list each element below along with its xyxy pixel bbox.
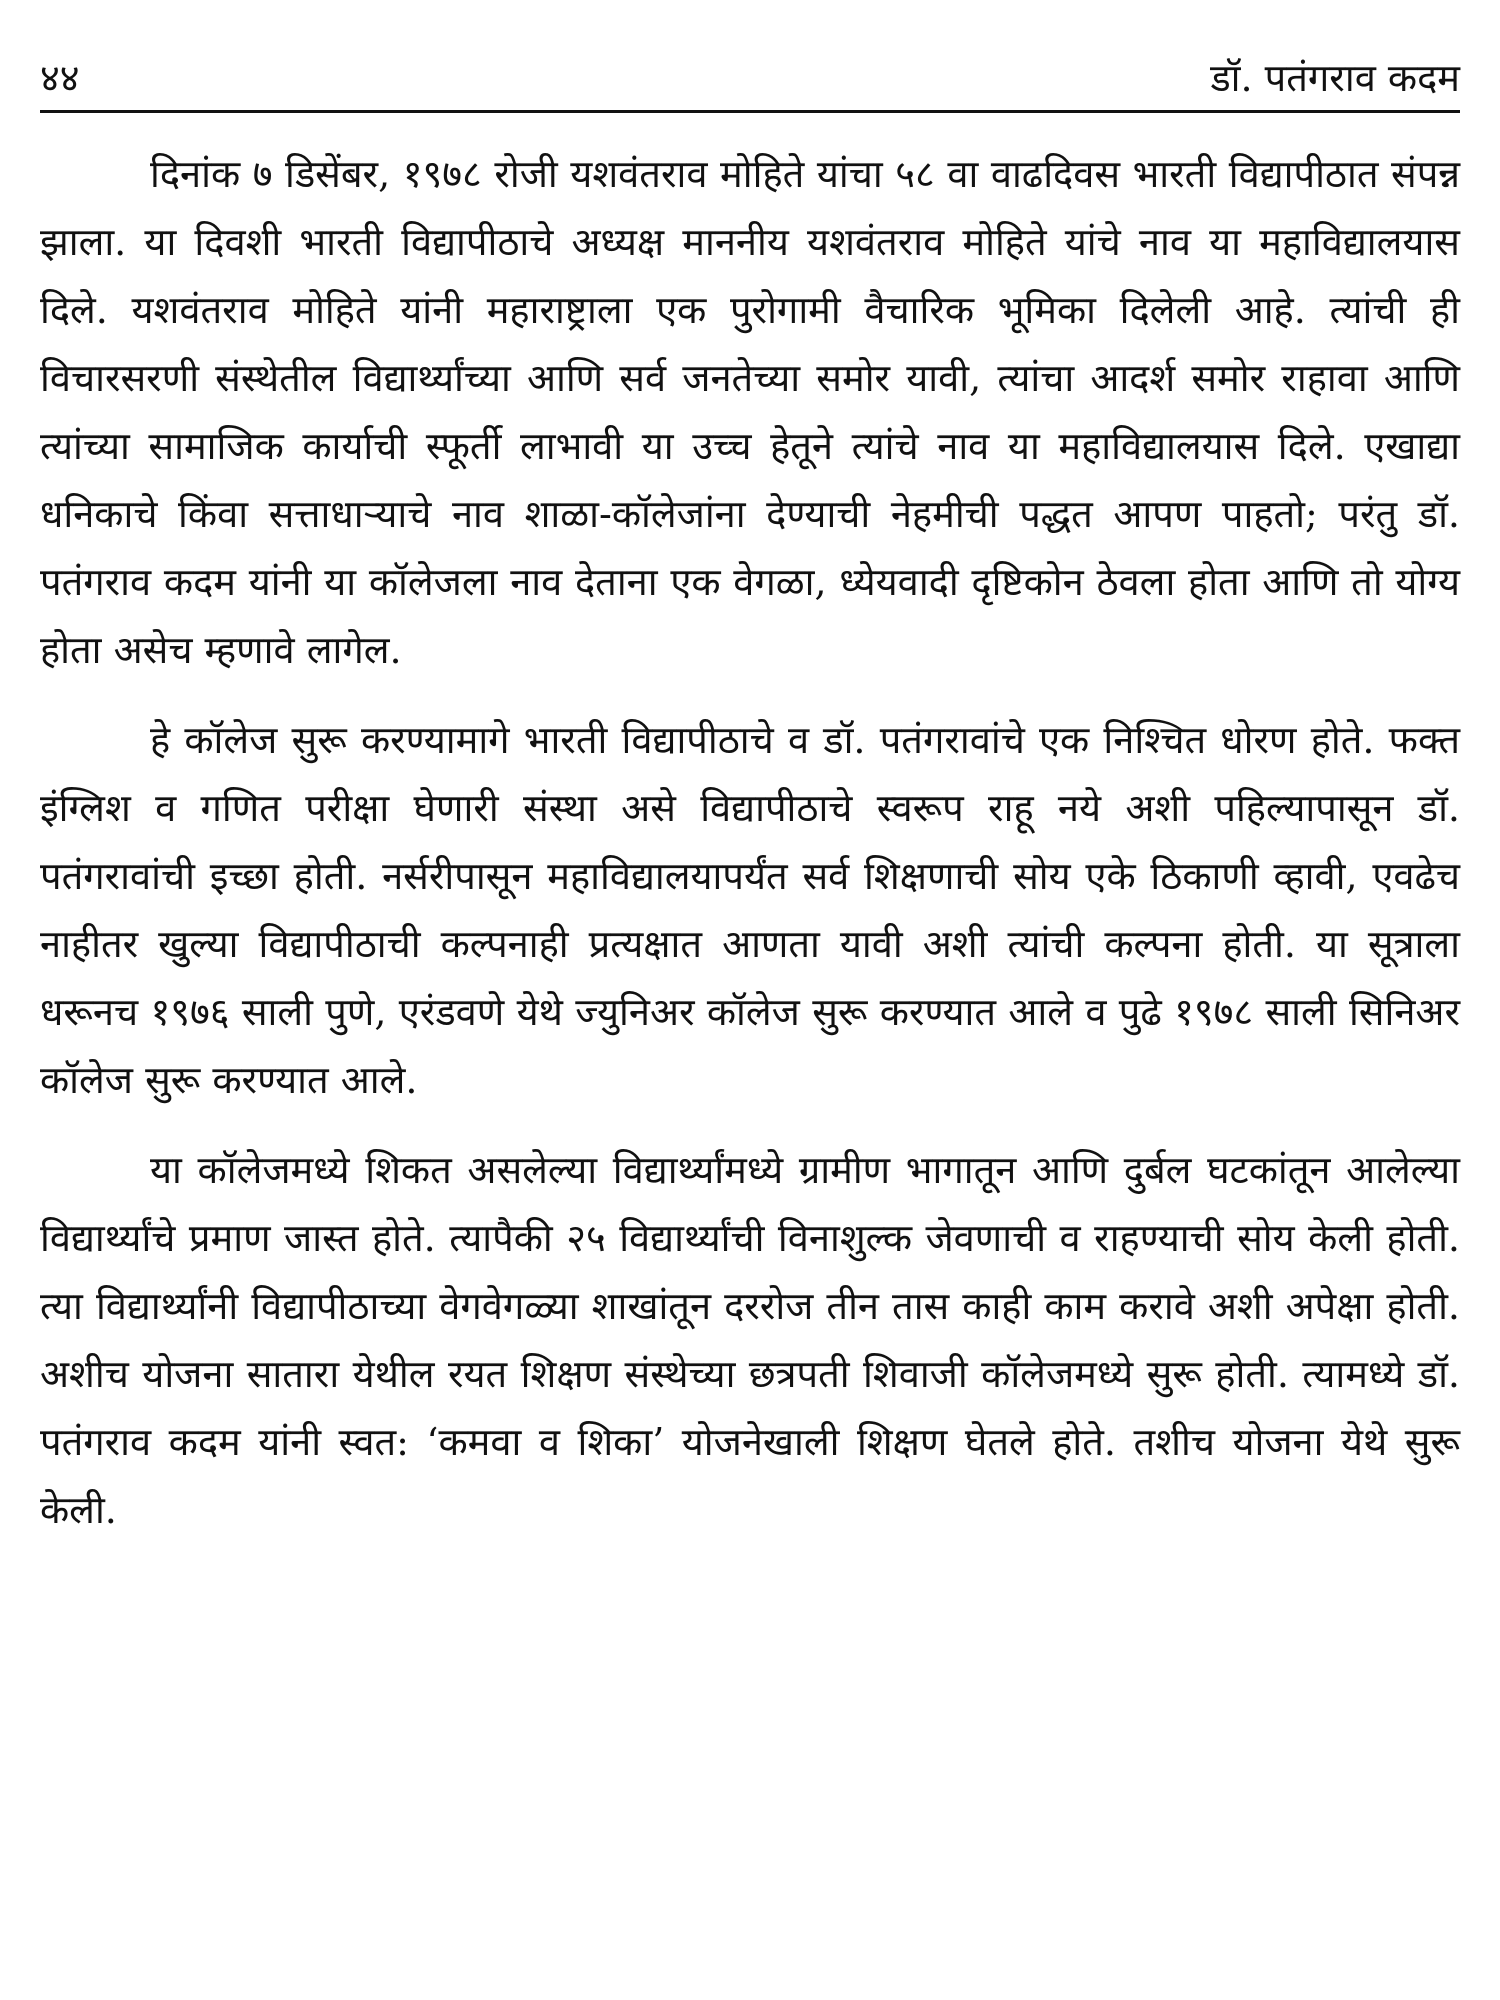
page-number: ४४ <box>40 56 80 100</box>
page-header <box>40 50 1460 106</box>
paragraph: या कॉलेजमध्ये शिकत असलेल्या विद्यार्थ्यांमध्ये ग्रामीण भागातून आणि दुर्बल घटकांतून आलेल्या विद्यार्थ्यांचे प्रमाण जास्त होते. त्यापैकी २५ विद्यार्थ्यांची विनाशुल्क जेवणाची व राहण्याची सोय केली होती. त्या विद्यार्थ्यांनी विद्यापीठाच्या वेगवेगळ्या शाखांतून दररोज तीन तास काही काम करावे अशी अपेक्षा होती. अशीच योजना सातारा येथील रयत शिक्षण संस्थेच्या छत्रपती शिवाजी कॉलेजमध्ये सुरू होती. त्यामध्ये डॉ. पतंगराव कदम यांनी स्वत: ‘कमवा व शिका’ योजनेखाली शिक्षण घेतले होते. तशीच योजना येथे सुरू केली. <box>40 1148 1460 1532</box>
paragraph: हे कॉलेज सुरू करण्यामागे भारती विद्यापीठाचे व डॉ. पतंगरावांचे एक निश्चित धोरण होते. फक्त इंग्लिश व गणित परीक्षा घेणारी संस्था असे विद्यापीठाचे स्वरूप राहू नये अशी पहिल्यापासून डॉ. पतंगरावांची इच्छा होती. नर्सरीपासून महाविद्यालयापर्यंत सर्व शिक्षणाची सोय एके ठिकाणी व्हावी, एवढेच नाहीतर खुल्या विद्यापीठाची कल्पनाही प्रत्यक्षात आणता यावी अशी त्यांची कल्पना होती. या सूत्राला धरूनच १९७६ साली पुणे, एरंडवणे येथे ज्युनिअर कॉलेज सुरू करण्यात आले व पुढे १९७८ साली सिनिअर कॉलेज सुरू करण्यात आले. <box>40 718 1460 1102</box>
header-divider <box>40 110 1460 113</box>
body-text <box>40 140 1460 1566</box>
paragraph: दिनांक ७ डिसेंबर, १९७८ रोजी यशवंतराव मोहिते यांचा ५८ वा वाढदिवस भारती विद्यापीठात संपन्न झाला. या दिवशी भारती विद्यापीठाचे अध्यक्ष माननीय यशवंतराव मोहिते यांचे नाव या महाविद्यालयास दिले. यशवंतराव मोहिते यांनी महाराष्ट्राला एक पुरोगामी वैचारिक भूमिका दिलेली आहे. त्यांची ही विचारसरणी संस्थेतील विद्यार्थ्यांच्या आणि सर्व जनतेच्या समोर यावी, त्यांचा आदर्श समोर राहावा आणि त्यांच्या सामाजिक कार्याची स्फूर्ती लाभावी या उच्च हेतूने त्यांचे नाव या महाविद्यालयास दिले. एखाद्या धनिकाचे किंवा सत्ताधाऱ्याचे नाव शाळा-कॉलेजांना देण्याची नेहमीची पद्धत आपण पाहतो; परंतु डॉ. पतंगराव कदम यांनी या कॉलेजला नाव देताना एक वेगळा, ध्येयवादी दृष्टिकोन ठेवला होता आणि तो योग्य होता असेच म्हणावे लागेल. <box>40 152 1460 672</box>
running-title: डॉ. पतंगराव कदम <box>1210 56 1460 100</box>
